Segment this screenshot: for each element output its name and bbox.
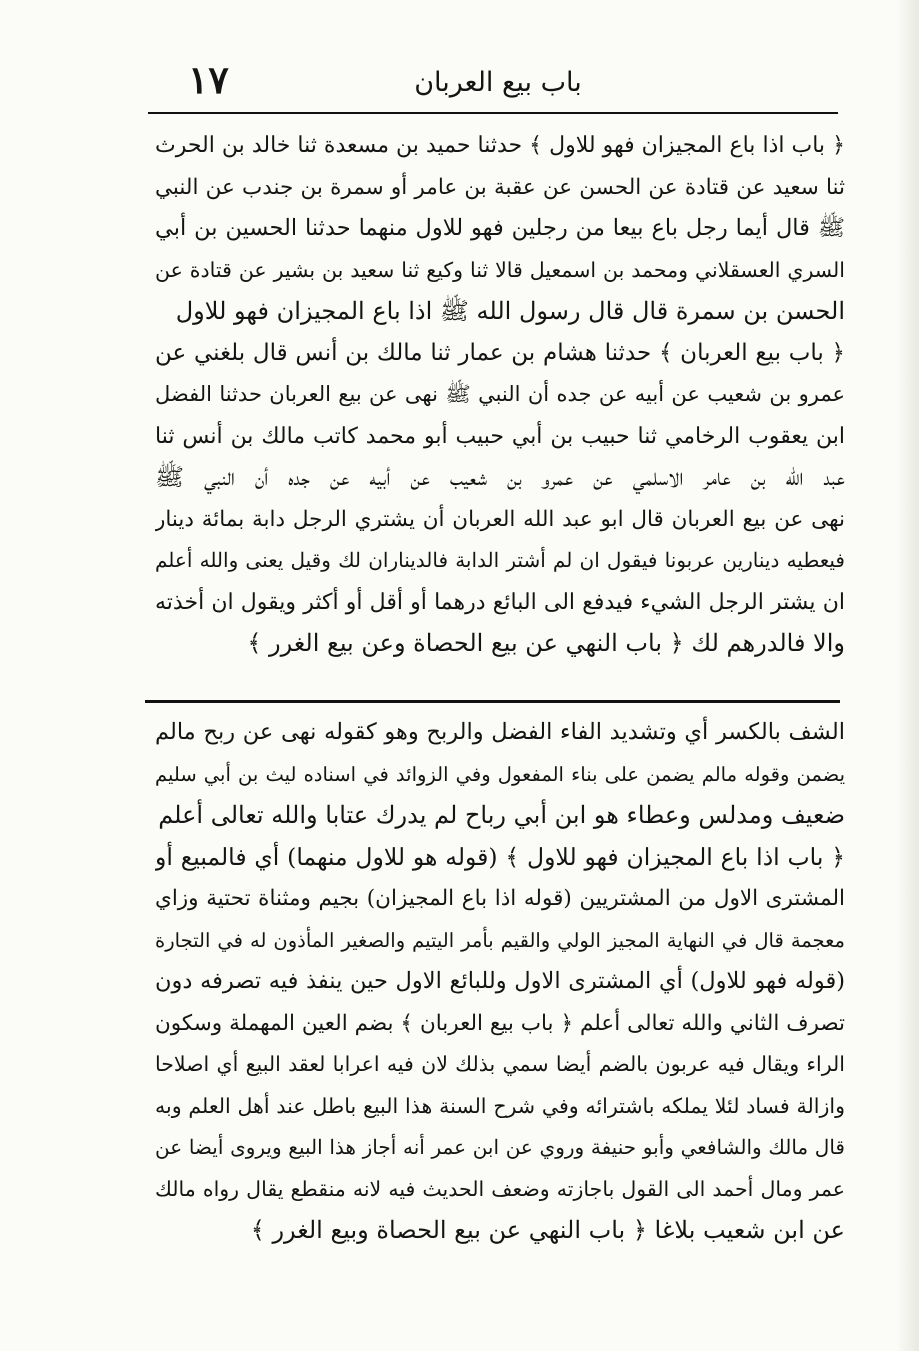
commentary-line: المشترى الاول من المشتريين (قوله اذا باع المجيزان) بجيم ومثناة تحتية وزاي bbox=[155, 886, 845, 911]
hadith-line: ابن يعقوب الرخامي ثنا حبيب بن أبي حبيب أبو محمد كاتب مالك بن أنس ثنا bbox=[155, 423, 845, 449]
hadith-line: ان يشتر الرجل الشيء فيدفع الى البائع درهما أو أقل أو أكثر ويقول ان أخذته bbox=[155, 589, 845, 615]
hadith-line: عبد الله بن عامر الاسلمي عن عمرو بن شعيب عن أبيه عن جده أن النبي ﷺ bbox=[155, 463, 845, 491]
hadith-line: ثنا سعيد عن قتادة عن الحسن عن عقبة بن عامر أو سمرة بن جندب عن النبي bbox=[155, 174, 845, 200]
commentary-line: عن ابن شعيب بلاغا ﴿ باب النهي عن بيع الحصاة وبيع الغرر ﴾ bbox=[250, 1216, 845, 1244]
hadith-line: عمرو بن شعيب عن أبيه عن جده أن النبي ﷺ نهى عن بيع العربان حدثنا الفضل bbox=[155, 382, 845, 406]
hadith-line: الحسن بن سمرة قال قال رسول الله ﷺ اذا باع المجيزان فهو للاول bbox=[175, 297, 845, 325]
commentary-line: قال مالك والشافعي وأبو حنيفة وروي عن ابن عمر أنه أجاز هذا البيع ويروى أيضا عن bbox=[155, 1135, 845, 1159]
hadith-line: نهى عن بيع العربان قال ابو عبد الله العربان أن يشتري الرجل دابة بمائة دينار bbox=[155, 506, 845, 532]
hadith-line: ﷺ قال أيما رجل باع بيعا من رجلين فهو للاول منهما حدثنا الحسين بن أبي bbox=[155, 215, 845, 241]
commentary-line: (قوله فهو للاول) أي المشترى الاول وللبائع الاول حين ينفذ فيه تصرفه دون bbox=[155, 968, 845, 994]
commentary-line: ضعيف ومدلس وعطاء هو ابن أبي رباح لم يدرك عتابا والله تعالى أعلم bbox=[158, 801, 845, 829]
header-rule bbox=[148, 112, 838, 114]
commentary-line: الراء ويقال فيه عربون بالضم أيضا سمي بذلك لان فيه اعرابا لعقد البيع أي اصلاحا bbox=[155, 1052, 845, 1076]
hadith-line: ﴿ باب بيع العربان ﴾ حدثنا هشام بن عمار ثنا مالك بن أنس قال بلغني عن bbox=[155, 339, 845, 366]
commentary-line: يضمن وقوله مالم يضمن على بناء المفعول وفي الزوائد في اسناده ليث بن أبي سليم bbox=[155, 762, 845, 786]
hadith-line: فيعطيه دينارين عربونا فيقول ان لم أشتر الدابة فالديناران لك وقيل يعنى والله أعلم bbox=[155, 548, 845, 572]
commentary-line: تصرف الثاني والله تعالى أعلم ﴿ باب بيع العربان ﴾ بضم العين المهملة وسكون bbox=[155, 1010, 845, 1036]
commentary-line: ﴿ باب اذا باع المجيزان فهو للاول ﴾ (قوله هو للاول منهما) أي فالمبيع أو bbox=[155, 842, 845, 871]
scan-edge bbox=[897, 0, 919, 1351]
running-title: باب بيع العربان bbox=[414, 67, 582, 98]
commentary-line: معجمة قال في النهاية المجيز الولي والقيم بأمر اليتيم والصغير المأذون له في التجارة bbox=[155, 928, 845, 952]
page-number: ١٧ bbox=[188, 57, 229, 102]
commentary-line: الشف بالكسر أي وتشديد الفاء الفضل والربح وهو كقوله نهى عن ربح مالم bbox=[155, 719, 845, 745]
commentary-text bbox=[155, 712, 845, 1252]
page-header bbox=[148, 55, 838, 107]
commentary-line: عمر ومال أحمد الى القول باجازته وضعف الحديث فيه لانه منقطع يقال رواه مالك bbox=[155, 1176, 845, 1201]
commentary-line: وازالة فساد لئلا يملكه باشترائه وفي شرح السنة هذا البيع باطل عند أهل العلم وبه bbox=[155, 1093, 845, 1118]
hadith-line: والا فالدرهم لك ﴿ باب النهي عن بيع الحصاة وعن بيع الغرر ﴾ bbox=[247, 629, 845, 657]
hadith-line: ﴿ باب اذا باع المجيزان فهو للاول ﴾ حدثنا حميد بن مسعدة ثنا خالد بن الحرث bbox=[155, 133, 845, 158]
section-divider bbox=[145, 700, 840, 703]
hadith-line: السري العسقلاني ومحمد بن اسمعيل قالا ثنا وكيع ثنا سعيد بن بشير عن قتادة عن bbox=[155, 257, 845, 282]
hadith-text bbox=[155, 125, 845, 665]
